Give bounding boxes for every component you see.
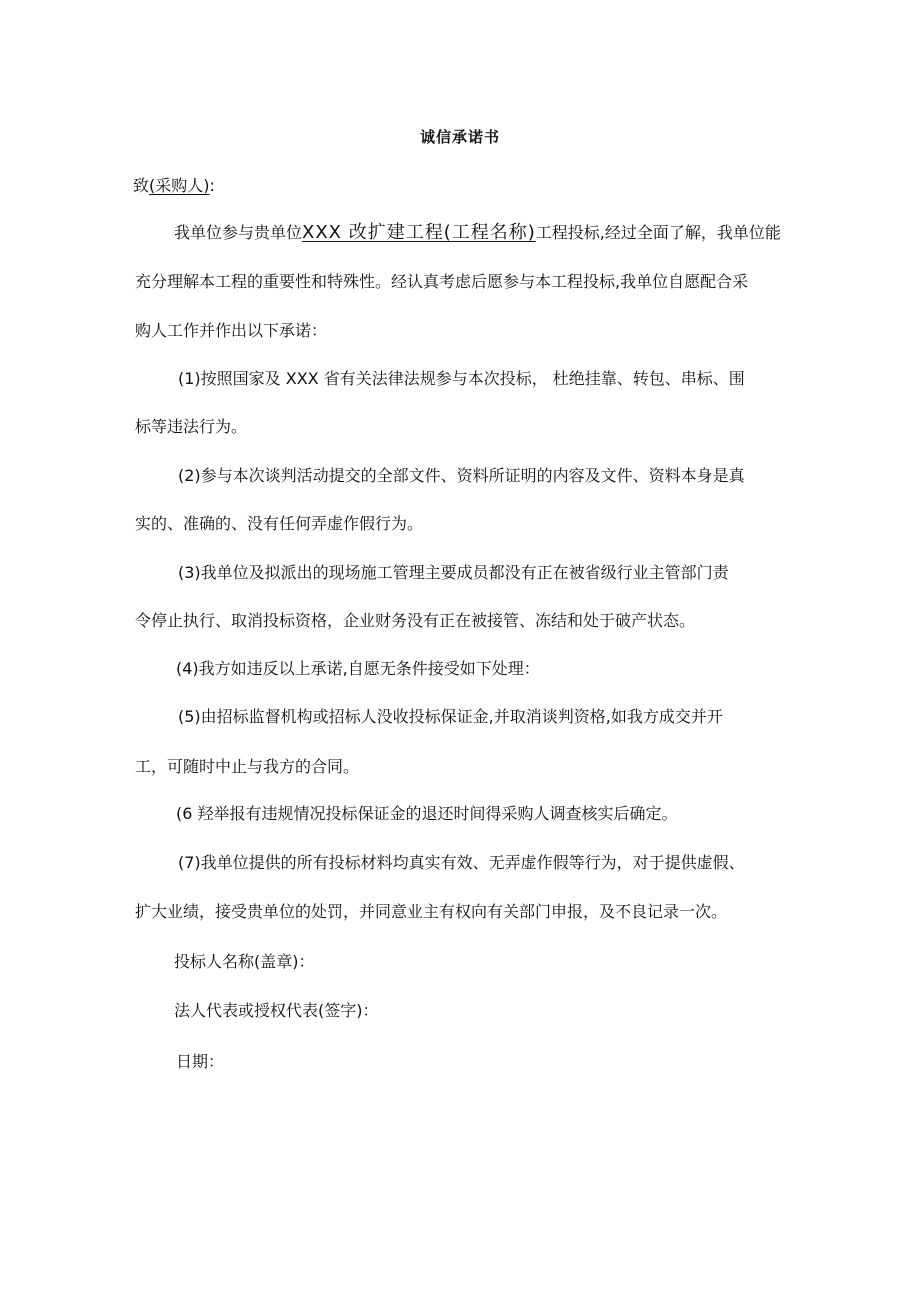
intro-line-3: 购人工作并作出以下承诺：: [135, 321, 328, 340]
item-1-line-2: 标等违法行为。: [135, 417, 248, 436]
salutation-suffix: :: [209, 176, 215, 195]
intro-line-1: [174, 222, 781, 244]
item-4-line-1: (4)我方如违反以上承诺,自愿无条件接受如下处理：: [176, 659, 540, 678]
bidder-name-label: 投标人名称(盖章)：: [174, 952, 315, 971]
intro-line-2: 充分理解本工程的重要性和特殊性。经认真考虑后愿参与本工程投标,我单位自愿配合采: [135, 272, 749, 291]
item-2-line-2: 实的、准确的、没有任何弄虚作假行为。: [135, 514, 424, 533]
item-2-line-1: (2)参与本次谈判活动提交的全部文件、资料所证明的内容及文件、资料本身是真: [178, 466, 745, 485]
salutation: [133, 175, 215, 197]
document-title: 诚信承诺书: [419, 128, 500, 146]
intro-text-b: 工程投标,经过全面了解，我单位能: [535, 223, 781, 242]
item-5-line-1: (5)由招标监督机构或招标人没收投标保证金,并取消谈判资格,如我方成交并开: [178, 707, 723, 726]
item-1-line-1: (1)按照国家及 XXX 省有关法律法规参与本次投标， 杜绝挂靠、转包、串标、围: [178, 369, 745, 388]
project-name: XXX 改扩建工程(工程名称): [302, 222, 536, 243]
representative-label: 法人代表或授权代表(签字)：: [174, 1001, 379, 1020]
intro-text-a: 我单位参与贵单位: [174, 223, 303, 242]
date-label: 日期：: [176, 1052, 225, 1071]
item-7-line-1: (7)我单位提供的所有投标材料均真实有效、无弄虚作假等行为，对于提供虚假、: [178, 853, 745, 872]
item-3-line-2: 令停止执行、取消投标资格，企业财务没有正在被接管、冻结和处于破产状态。: [135, 611, 696, 630]
item-6-line-1: (6 羟举报有违规情况投标保证金的退还时间得采购人调查核实后确定。: [176, 804, 678, 823]
salutation-recipient: (采购人): [149, 176, 210, 195]
item-7-line-2: 扩大业绩，接受贵单位的处罚，并同意业主有权向有关部门申报，及不良记录一次。: [135, 902, 728, 921]
item-3-line-1: (3)我单位及拟派出的现场施工管理主要成员都没有正在被省级行业主管部门责: [178, 563, 729, 582]
item-5-line-2: 工，可随时中止与我方的合同。: [135, 757, 360, 776]
salutation-prefix: 致: [133, 176, 150, 195]
